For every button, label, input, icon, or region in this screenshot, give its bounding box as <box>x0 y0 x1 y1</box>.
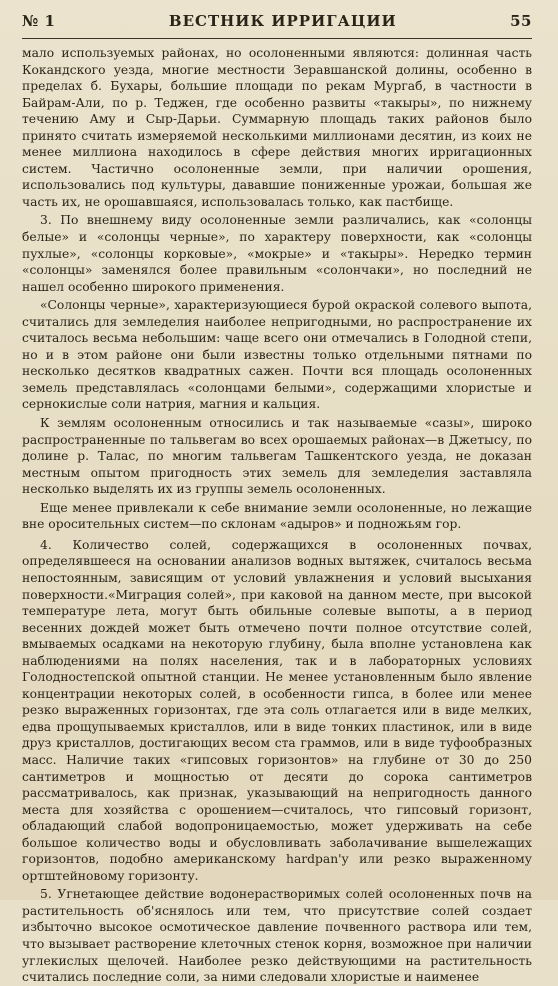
paragraph-black-solonets: «Солонцы черные», характеризующиеся бурой окраской солевого выпота, считались для земледелия наиболее непригодными, но распространение их считалось весьма небольшим: чаще всего они отмечались в Голодной степи, но и в этом районе они были известны только отдельными пятнами по несколько десятков квадратных сажен. Почти вся площадь осолоненных земель представлялась «солонцами белыми», содержащими хлористые и сернокислые соли натрия, магния и кальция. <box>22 298 532 412</box>
paragraph-sazy: К землям осолоненным относились и так называемые «сазы», широко распространенные по тальвегам во всех орошаемых районах—в Джетысу, по долине р. Талас, по многим тальвегам Ташкентского уезда, не доказан местным опытом пригодность этих земель для земледелия заставляла несколько выделять их из группы земель осолоненных. <box>22 416 532 497</box>
journal-title: ВЕСТНИК ИРРИГАЦИИ <box>168 12 397 30</box>
paragraph-section-5: 5. Угнетающее действие водонерастворимых солей осолоненных почв на растительность об'яснялось или тем, что присутствие солей создает избыточно высокое осмотическое давление почвенного раствора или тем, что вызывает растворение клеточных стенок корня, возможное при наличии углекислых щелочей. Наиболее резко действующими на растительность считались последние соли, за ними следовали хлористые и наименее <box>22 887 532 985</box>
paragraph-continuation: мало используемых районах, но осолоненными являются: долинная часть Кокандского уезда, многие местности Зеравшанской долины, особенно в пределах б. Бухары, большие площади по рекам Мургаб, в частности в Байрам-Али, по р. Теджен, где особенно развиты «такыры», по нижнему течению Аму и Сыр-Дарьи. Суммарную площадь таких районов было принято считать измеряемой несколькими миллионами десятин, из коих не менее миллиона находилось в сфере действия многих ирригационных систем. Частично осолоненные земли, при наличии орошения, использовались под культуры, дававшие пониженные урожаи, большая же часть их, не орошавшаяся, использовалась только, как пастбище. <box>22 46 532 209</box>
page-number: 55 <box>510 12 532 30</box>
paragraph-section-4: 4. Количество солей, содержащихся в осолоненных почвах, определявшееся на основании анализов водных вытяжек, считалось весьма непостоянным, зависящим от условий увлажнения и условий высыхания поверхности.«Миграция солей», при каковой на данном месте, при высокой температуре лета, могут быть обильные солевые выпоты, а в период весенних дождей может быть отмечено почти полное отсутствие солей, вмываемых осадками на некоторую глубину, была вполне установлена как наблюдениями на полях населения, так и в лабораторных условиях Голодностепской опытной станции. Не менее установленным было явление концентрации некоторых солей, в особенности гипса, в более или менее резко выраженных горизонтах, где эта соль отлагается или в виде мелких, едва прощупываемых кристаллов, или в виде тонких пластинок, или в виде друз кристаллов, достигающих весом ста граммов, или в виде туфообразных масс. Наличие таких «гипсовых горизонтов» на глубине от 30 до 250 сантиметров и мощностью от десяти до сорока сантиметров рассматривалось, как признак, указывающий на непригодность данного места для хозяйства с орошением—считалось, что гипсовый горизонт, обладающий слабой водопроницаемостью, может удерживать на себе большое количество воды и обусловливать заболачивание вышележащих горизонтов, подобно американскому hardpan'у или резко выраженному ортштейновому горизонту. <box>22 537 532 883</box>
paragraph-section-3: 3. По внешнему виду осолоненные земли различались, как «солонцы белые» и «солонцы черные», по характеру поверхности, как «солонцы пухлые», «солонцы корковые», «мокрые» и «такыры». Нередко термин «солонцы» заменялся более правильным «солончаки», но последний не нашел особенно широкого применения. <box>22 213 532 294</box>
article-body <box>22 45 532 986</box>
issue-number: № 1 <box>22 12 56 30</box>
header-rule <box>22 38 532 39</box>
paragraph-outside-systems: Еще менее привлекали к себе внимание земли осолоненные, но лежащие вне оросительных систем—по склонам «адыров» и подножьям гор. <box>22 500 532 532</box>
running-header <box>22 12 532 36</box>
